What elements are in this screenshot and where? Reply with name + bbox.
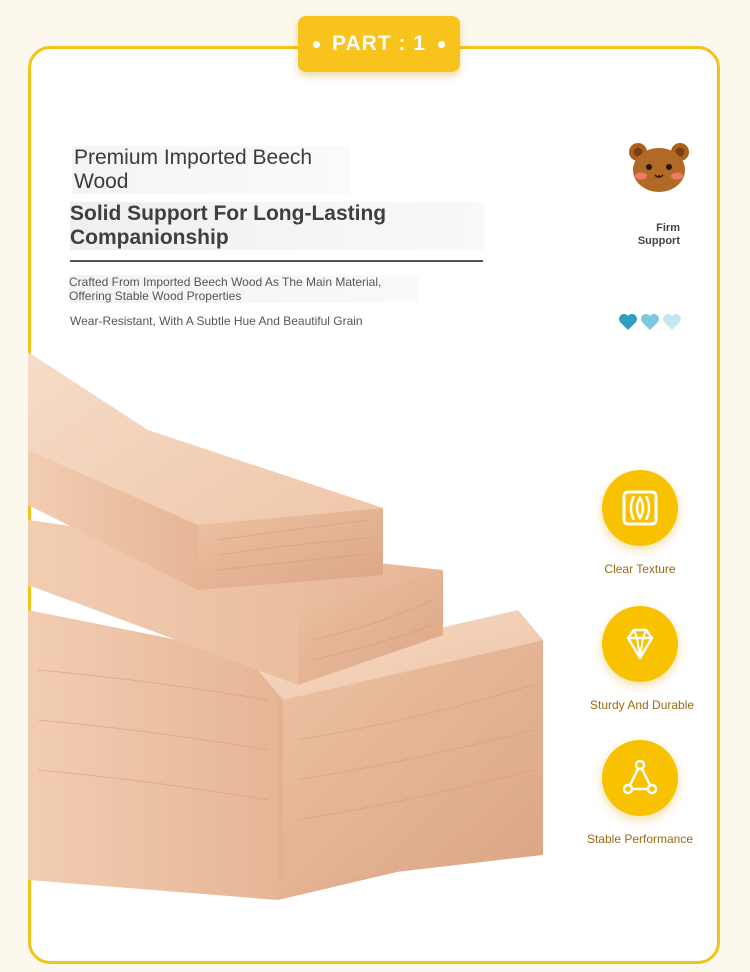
firm-support-label: Firm Support [637,222,680,247]
feature-circle [602,740,678,816]
description-grain: Wear-Resistant, With A Subtle Hue And Beautiful Grain [70,314,363,328]
beech-wood-blocks-image [28,340,568,910]
heart-icon-2 [640,313,660,331]
diamond-icon [618,622,662,666]
product-title: Premium Imported Beech Wood [72,146,350,194]
feature-stable-performance [580,740,700,846]
feature-label: Clear Texture [604,562,676,576]
product-subtitle: Solid Support For Long-Lasting Companionship [70,202,484,250]
triangle-network-icon [618,756,662,800]
heart-icon-1 [618,313,638,331]
rating-hearts [618,313,682,331]
part-label: PART : 1 [332,32,426,55]
bear-icon [628,140,690,194]
title-divider [70,260,483,262]
feature-circle [602,606,678,682]
heart-icon-3 [662,313,682,331]
part-badge [298,16,460,72]
description-material: Crafted From Imported Beech Wood As The Main Material, Offering Stable Wood Properties [69,275,419,303]
feature-label: Stable Performance [586,832,694,846]
feature-clear-texture [590,470,690,576]
wood-grain-icon [618,486,662,530]
badge-dot-left [313,41,320,48]
feature-circle [602,470,678,546]
feature-sturdy-durable [590,606,695,712]
feature-label: Sturdy And Durable [590,698,695,712]
badge-dot-right [438,41,445,48]
